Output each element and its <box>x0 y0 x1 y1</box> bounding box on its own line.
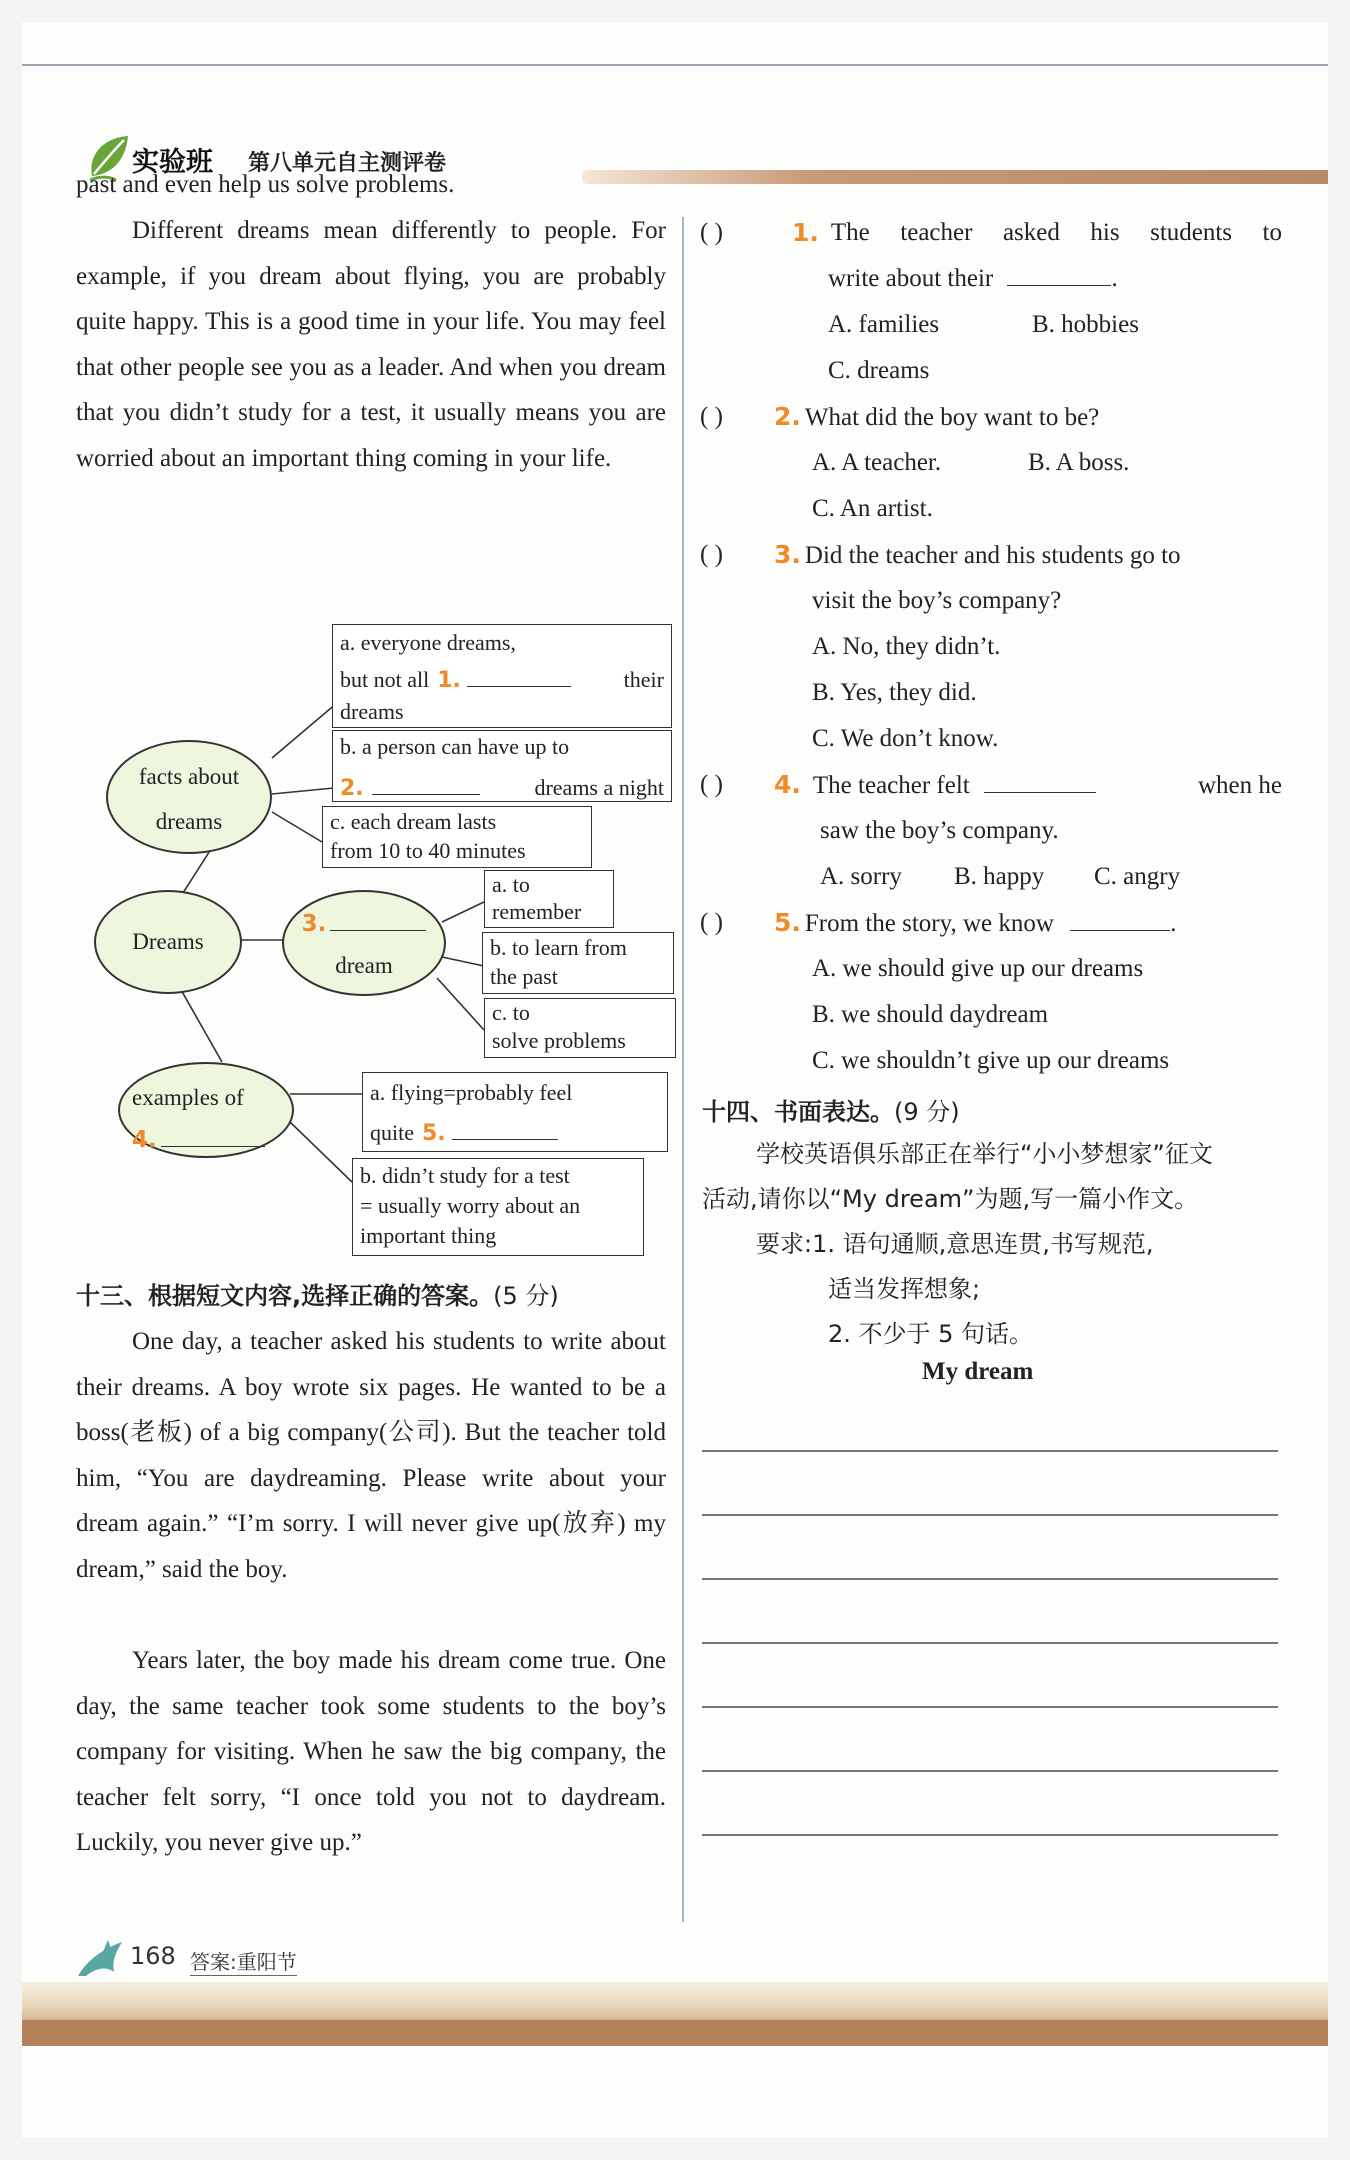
question-1-stem2: write about their <box>828 265 994 292</box>
q5-option-c[interactable]: C. we shouldn’t give up our dreams <box>812 1047 1170 1074</box>
answer-blank-5[interactable] <box>452 1111 558 1140</box>
question-3 <box>774 532 1181 579</box>
workbook-page <box>22 22 1328 2138</box>
passage-paragraph-text: Different dreams mean differently to people. For example, if you dream about flying, you are probably quite happy. This is a good time in your life. You may feel that other people see you as a leader. And when you dream that you didn’t study for a test, it usually means you are worried about an important thing coming in your life. <box>76 217 666 472</box>
question-1-paren[interactable]: ( ) <box>700 219 723 246</box>
why-b-line1: b. to learn from <box>490 935 627 960</box>
question-5-paren[interactable]: ( ) <box>700 909 723 936</box>
q3-option-a[interactable]: A. No, they didn’t. <box>812 633 1001 660</box>
writing-prompt-line2: 活动,请你以“My dream”为题,写一篇小作文。 <box>702 1185 1199 1213</box>
question-4-blank <box>984 764 1096 793</box>
why-a-line1: a. to <box>492 872 530 897</box>
question-5-stem: From the story, we know <box>804 910 1054 937</box>
fact-a-line2: but not all <box>340 667 430 692</box>
question-3-stem: Did the teacher and his students go to <box>804 542 1181 569</box>
answer-blank-2[interactable] <box>372 766 480 795</box>
example-b-line2: = usually worry about an <box>360 1193 581 1218</box>
why-c-line2: solve problems <box>492 1028 626 1053</box>
section-14-title: 十四、书面表达。 <box>702 1098 894 1126</box>
writing-line[interactable] <box>702 1514 1278 1516</box>
question-4-stem-end: when he <box>1198 772 1282 799</box>
facts-oval-label: facts about dreams <box>138 764 240 834</box>
answer-blank-4[interactable] <box>161 1118 265 1147</box>
examples-of-oval <box>118 1062 294 1158</box>
why-a-box <box>484 870 614 928</box>
story-paragraph-2 <box>76 1638 666 1866</box>
section-13-score: (5 分) <box>493 1282 559 1310</box>
question-3-paren[interactable]: ( ) <box>700 541 723 568</box>
section-14-heading <box>702 1092 960 1127</box>
fact-b-line1: b. a person can have up to <box>340 734 570 759</box>
q2-option-a[interactable]: A. A teacher. <box>812 449 942 476</box>
fact-a-line2-end: their <box>623 667 664 692</box>
q1-option-b[interactable]: B. hobbies <box>1032 311 1139 338</box>
question-4 <box>774 762 1282 809</box>
question-4-stem2: saw the boy’s company. <box>820 817 1059 844</box>
essay-title: My dream <box>922 1358 1034 1385</box>
question-3-number: 3. <box>774 540 801 569</box>
writing-line[interactable] <box>702 1834 1278 1836</box>
q2-option-c[interactable]: C. An artist. <box>812 495 933 522</box>
fact-c-line1: c. each dream lasts <box>330 809 497 834</box>
why-dream-oval <box>282 890 446 996</box>
writing-line[interactable] <box>702 1642 1278 1644</box>
q4-option-a[interactable]: A. sorry <box>820 863 902 890</box>
fact-c-box <box>322 806 592 868</box>
q1-option-c[interactable]: C. dreams <box>828 357 930 384</box>
blank-number-4: 4. <box>132 1127 157 1153</box>
passage-line: past and even help us solve problems. <box>76 171 455 198</box>
q1-option-a[interactable]: A. families <box>828 311 940 338</box>
question-3-stem2: visit the boy’s company? <box>812 587 1062 614</box>
blank-number-2: 2. <box>340 776 364 801</box>
example-a-box <box>362 1072 668 1152</box>
fact-b-line2: dreams a night <box>534 775 664 800</box>
q5-option-b[interactable]: B. we should daydream <box>812 1001 1049 1028</box>
why-b-box <box>482 932 674 994</box>
why-c-line1: c. to <box>492 1000 530 1025</box>
footer-band-dark <box>22 2020 1328 2046</box>
question-2-stem: What did the boy want to be? <box>804 404 1100 431</box>
example-b-box <box>352 1158 644 1256</box>
blank-number-5: 5. <box>422 1121 446 1146</box>
question-1-line2 <box>828 256 1118 302</box>
why-a-line2: remember <box>492 899 582 924</box>
example-b-line3: important thing <box>360 1223 497 1248</box>
question-5-blank <box>1070 902 1170 931</box>
dolphin-icon <box>72 1932 132 1982</box>
question-5-stem-end: . <box>1170 910 1177 937</box>
section-13-heading <box>76 1276 559 1311</box>
question-1-stem2-end: . <box>1111 265 1118 292</box>
story-paragraph-1-text: One day, a teacher asked his students to write about their dreams. A boy wrote six pages. He wanted to be a boss(老板) of a big company(公司). But the teacher told him, “You are daydreaming. Please write about your dream again.” “I’m sorry. I will never give up(放弃) my dream,” said the boy. <box>76 1328 666 1583</box>
dreams-center-oval <box>94 890 242 994</box>
answer-hint: 答案:重阳节 <box>190 1946 297 1976</box>
question-1-number: 1. <box>792 218 819 247</box>
writing-requirement-1: 要求:1. 语句通顺,意思连贯,书写规范, <box>756 1230 1154 1258</box>
question-1-stem: The teacher asked his students to <box>830 219 1282 246</box>
fact-b-box <box>332 730 672 802</box>
fact-a-line3: dreams <box>340 699 404 724</box>
page-number: 168 <box>130 1942 176 1970</box>
fact-c-line2: from 10 to 40 minutes <box>330 838 526 863</box>
question-2 <box>774 394 1099 441</box>
story-paragraph-1 <box>76 1319 666 1592</box>
q5-option-a[interactable]: A. we should give up our dreams <box>812 955 1144 982</box>
section-14-score: (9 分) <box>894 1098 960 1126</box>
why-b-line2: the past <box>490 964 558 989</box>
blank-number-3: 3. <box>301 911 327 937</box>
q4-option-c[interactable]: C. angry <box>1094 863 1181 890</box>
blank-number-1: 1. <box>437 668 461 693</box>
writing-line[interactable] <box>702 1450 1278 1452</box>
why-dream-label: dream <box>335 953 393 978</box>
unit-title: 第八单元自主测评卷 <box>248 151 447 176</box>
writing-requirement-1b: 适当发挥想象; <box>828 1275 981 1303</box>
question-2-number: 2. <box>774 402 801 431</box>
writing-line[interactable] <box>702 1706 1278 1708</box>
why-c-box <box>484 998 676 1058</box>
q3-option-b[interactable]: B. Yes, they did. <box>812 679 977 706</box>
facts-about-dreams-oval <box>106 740 272 854</box>
examples-oval-label: examples of <box>132 1085 244 1110</box>
fact-a-box <box>332 624 672 728</box>
question-4-stem: The teacher felt <box>812 772 970 799</box>
brand-title: 实验班 <box>132 147 213 178</box>
answer-blank-1[interactable] <box>467 658 571 687</box>
question-4-paren[interactable]: ( ) <box>700 771 723 798</box>
question-5-number: 5. <box>774 908 801 937</box>
example-b-line1: b. didn’t study for a test <box>360 1163 570 1188</box>
writing-line[interactable] <box>702 1578 1278 1580</box>
answer-blank-3[interactable] <box>330 902 426 931</box>
question-4-number: 4. <box>774 770 801 799</box>
question-5 <box>774 900 1176 947</box>
example-a-line2: quite <box>370 1120 414 1145</box>
question-1 <box>792 210 1282 256</box>
story-paragraph-2-text: Years later, the boy made his dream come true. One day, the same teacher took some students to the boy’s company for visiting. When he saw the big company, the teacher felt sorry, “I once told you not to daydream. Luckily, you never give up.” <box>76 1647 666 1856</box>
fact-a-line1: a. everyone dreams, <box>340 630 516 655</box>
writing-prompt-line1: 学校英语俱乐部正在举行“小小梦想家”征文 <box>756 1140 1213 1168</box>
q3-option-c[interactable]: C. We don’t know. <box>812 725 999 752</box>
q2-option-b[interactable]: B. A boss. <box>1028 449 1130 476</box>
writing-line[interactable] <box>702 1770 1278 1772</box>
writing-requirement-2: 2. 不少于 5 句话。 <box>828 1320 1034 1348</box>
question-1-blank <box>1007 257 1111 286</box>
center-label: Dreams <box>132 929 204 954</box>
example-a-line1: a. flying=probably feel <box>370 1080 573 1105</box>
section-13-title: 十三、根据短文内容,选择正确的答案。 <box>76 1282 494 1310</box>
question-2-paren[interactable]: ( ) <box>700 403 723 430</box>
q4-option-b[interactable]: B. happy <box>954 863 1045 890</box>
